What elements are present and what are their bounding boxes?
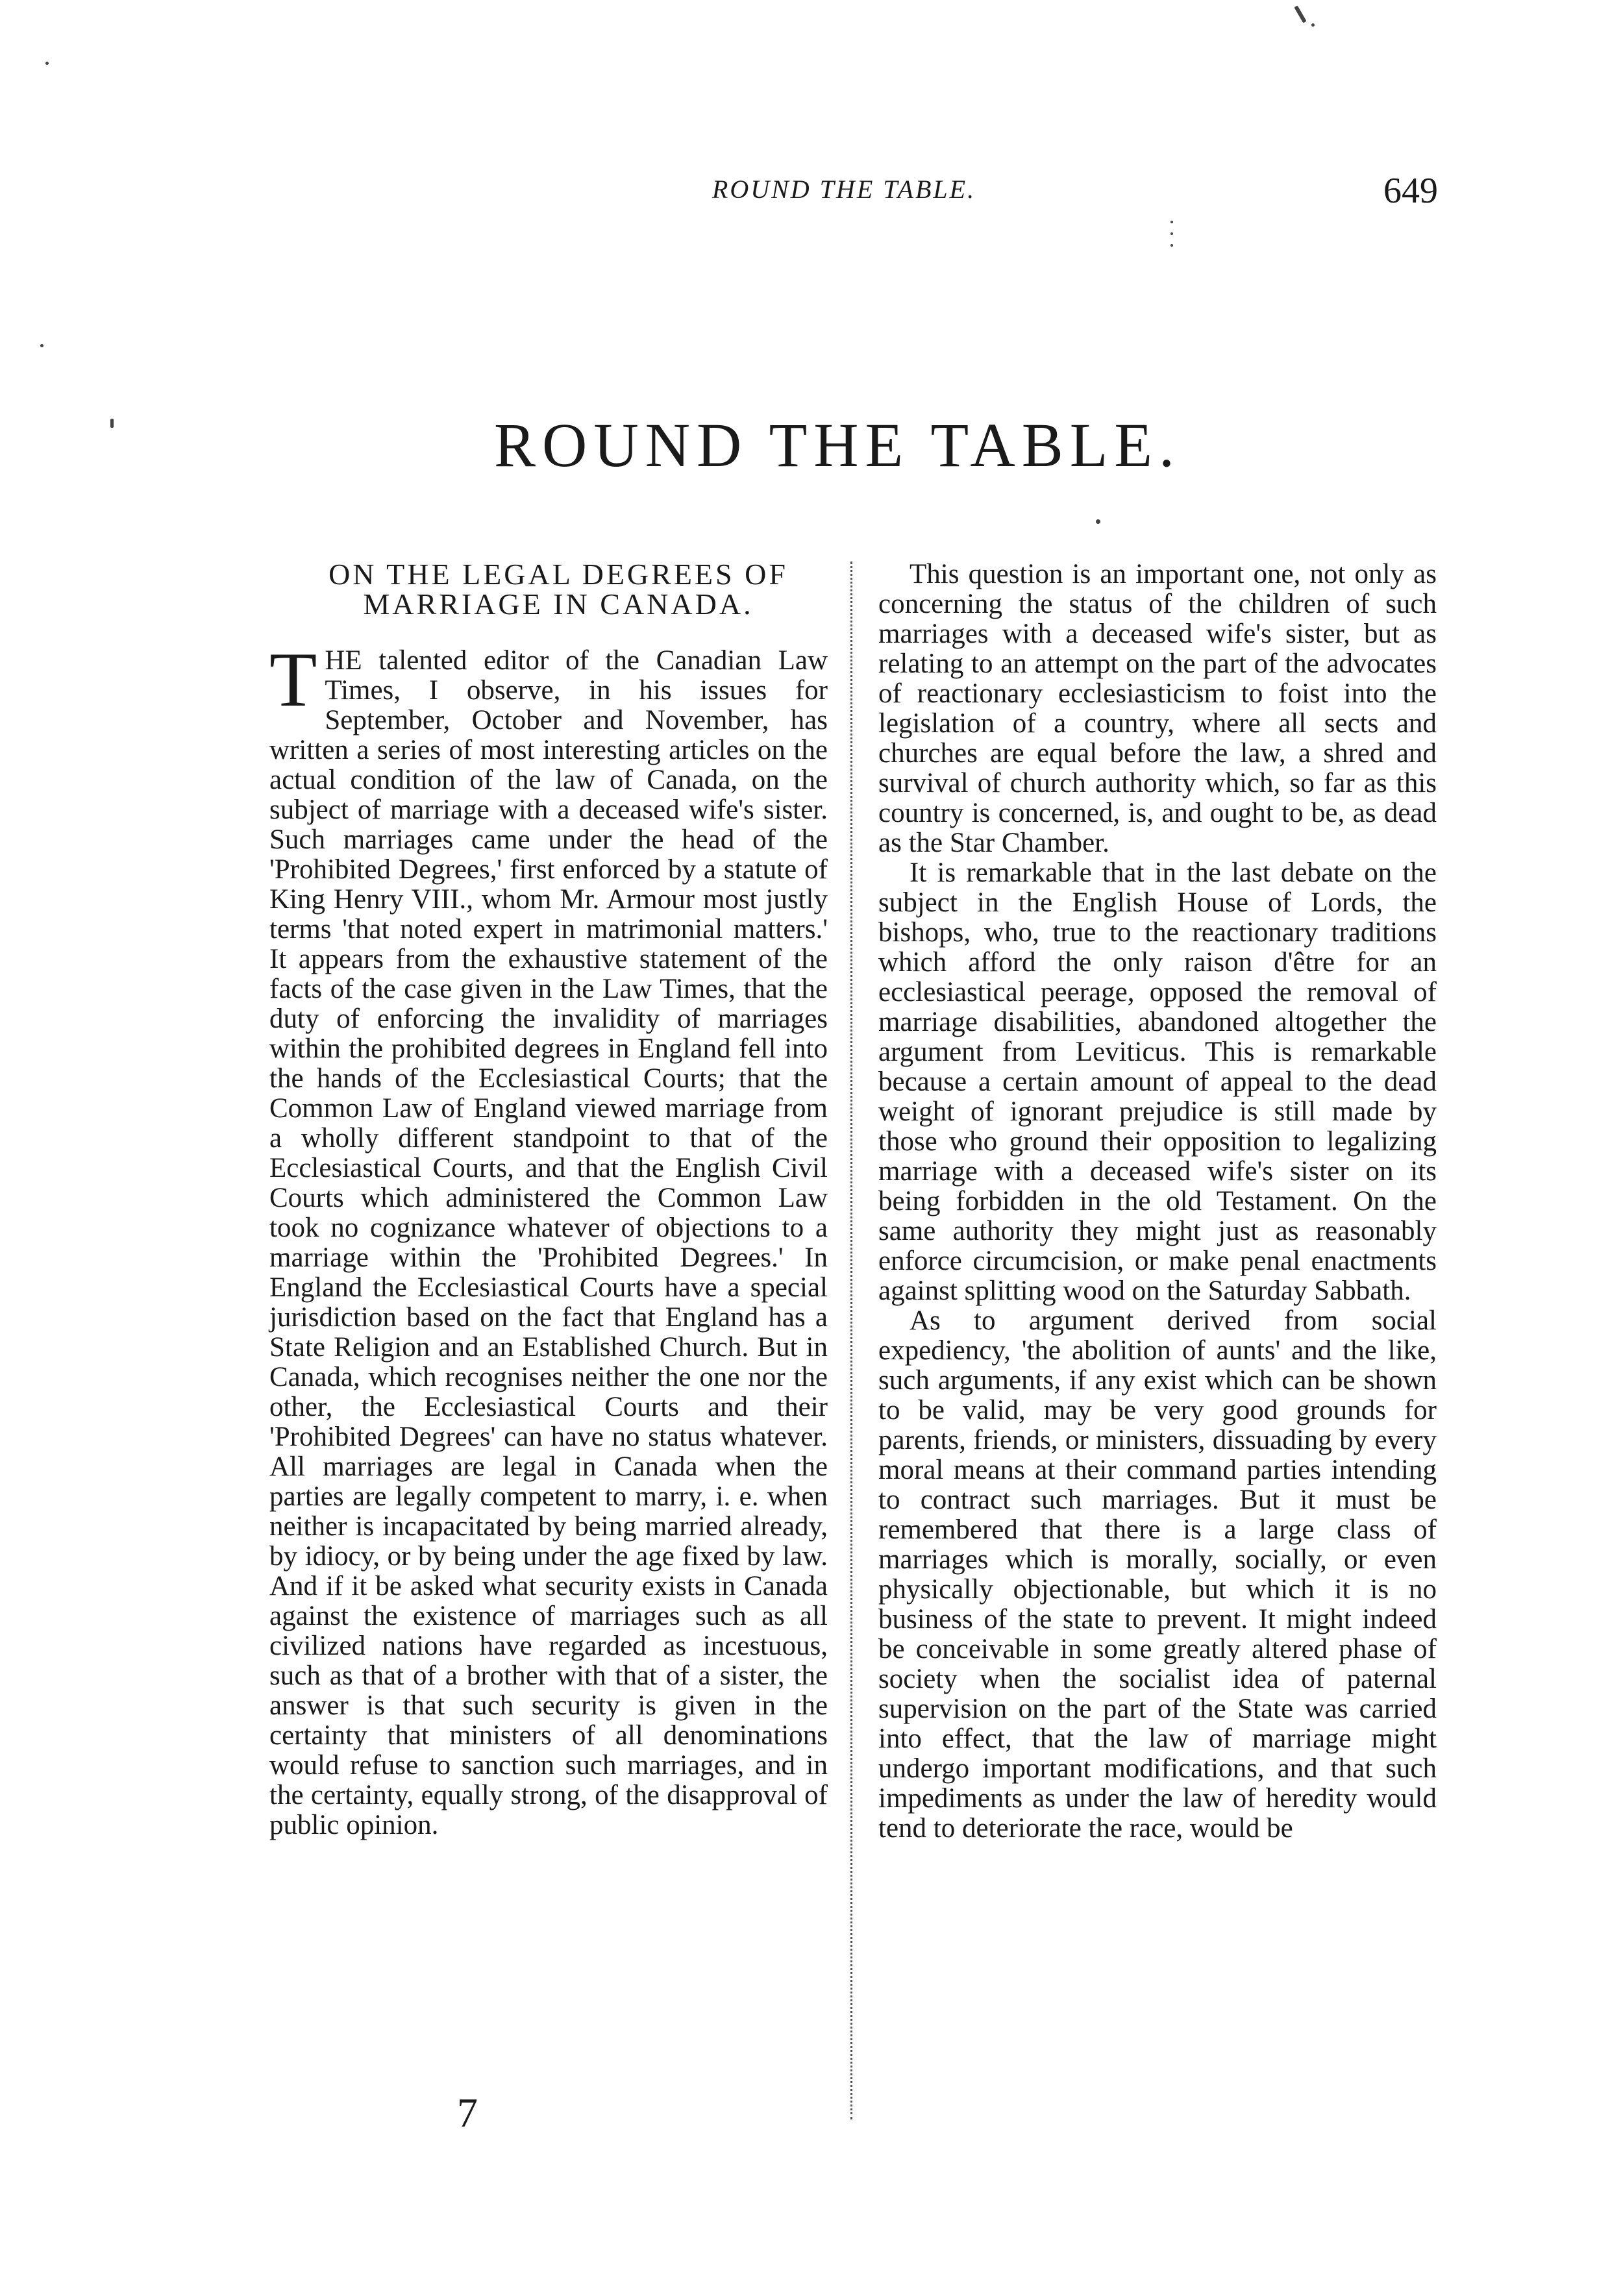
ink-speck bbox=[1170, 232, 1173, 235]
ink-speck bbox=[45, 62, 49, 65]
article-title: ON THE LEGAL DEGREES OF MARRIAGE IN CANADA. bbox=[328, 558, 788, 621]
page-number: 649 bbox=[1383, 171, 1438, 211]
drop-cap: T bbox=[269, 636, 317, 722]
ink-speck bbox=[1170, 244, 1173, 247]
ink-speck bbox=[1294, 5, 1306, 23]
left-column bbox=[269, 636, 828, 1840]
signature-mark: 7 bbox=[457, 2090, 478, 2136]
ink-speck bbox=[110, 419, 114, 428]
paragraph: This question is an important one, not only as concerning the status of the children of such marriages with a deceased wife's sister, but as relating to an attempt on the part of the advocates of reactionary ecclesiasticism to foist into the legislation of a country, where all sects and churches are equal before the law, a shred and survival of church authority which, so far as this country is concerned, is, and ought to be, as dead as the Star Chamber. bbox=[878, 559, 1437, 858]
ink-speck bbox=[1170, 221, 1173, 223]
right-column bbox=[878, 560, 1437, 1844]
paragraph: As to argument derived from social expediency, 'the abolition of aunts' and the like, such arguments, if any exist which can be shown to be valid, may be very good grounds for parents, friends, or ministers, dissuading by every moral means at their command parties intending to contract such marriages. But it must be remembered that there is a large class of marriages which is morally, socially, or even physically objectionable, but which it is no business of the state to prevent. It might indeed be conceivable in some greatly altered phase of society when the socialist idea of paternal supervision on the part of the State was carried into effect, that the law of marriage might undergo important modifications, and that such impediments as under the law of heredity would tend to deteriorate the race, would be bbox=[878, 1305, 1437, 1844]
page-title: ROUND THE TABLE. bbox=[493, 410, 1182, 480]
ink-speck bbox=[40, 344, 43, 347]
paragraph: It is remarkable that in the last debate on the subject in the English House of Lords, the bishops, who, true to the reactionary traditions which afford the only raison d'être for an ecclesiastical peerage, opposed the removal of marriage disabilities, abandoned altogether the argument from Leviticus. This is remarkable because a certain amount of appeal to the dead weight of ignorant prejudice is still made by those who ground their opposition to legalizing marriage with a deceased wife's sister on its being forbidden in the old Testament. On the same authority they might just as reasonably enforce circumcision, or make penal enactments against splitting wood on the Saturday Sabbath. bbox=[878, 858, 1437, 1306]
column-divider bbox=[850, 562, 852, 2119]
ink-speck bbox=[1096, 519, 1100, 524]
running-title: ROUND THE TABLE. bbox=[712, 175, 976, 204]
paragraph: HE talented editor of the Canadian Law Times, I observe, in his issues for September, October and November, has written a series of most interesting articles on the actual condition of the law of Canada, on the subject of marriage with a deceased wife's sister. Such marriages came under the head of the 'Prohibited Degrees,' first enforced by a statute of King Henry VIII., whom Mr. Armour most justly terms 'that noted expert in matrimonial matters.' It appears from the exhaustive statement of the facts of the case given in the Law Times, that the duty of enforcing the invalidity of marriages within the prohibited degrees in England fell into the hands of the Ecclesiastical Courts; that the Common Law of England viewed marriage from a wholly different standpoint to that of the Ecclesiastical Courts, and that the English Civil Courts which administered the Common Law took no cognizance whatever of objections to a marriage within the 'Prohibited Degrees.' In England the Ecclesiastical Courts have a special jurisdiction based on the fact that England has a State Religion and an Established Church. But in Canada, which recognises neither the one nor the other, the Ecclesiastical Courts and their 'Prohibited Degrees' can have no status whatever. All marriages are legal in Canada when the parties are legally competent to marry, i. e. when neither is incapacitated by being married already, by idiocy, or by being under the age fixed by law. And if it be asked what security exists in Canada against the existence of marriages such as all civilized nations have regarded as incestuous, such as that of a brother with that of a sister, the answer is that such security is given in the certainty that ministers of all denominations would refuse to sanction such marriages, and in the certainty, equally strong, of the disapproval of public opinion. bbox=[269, 645, 828, 1840]
ink-speck bbox=[1311, 23, 1315, 27]
